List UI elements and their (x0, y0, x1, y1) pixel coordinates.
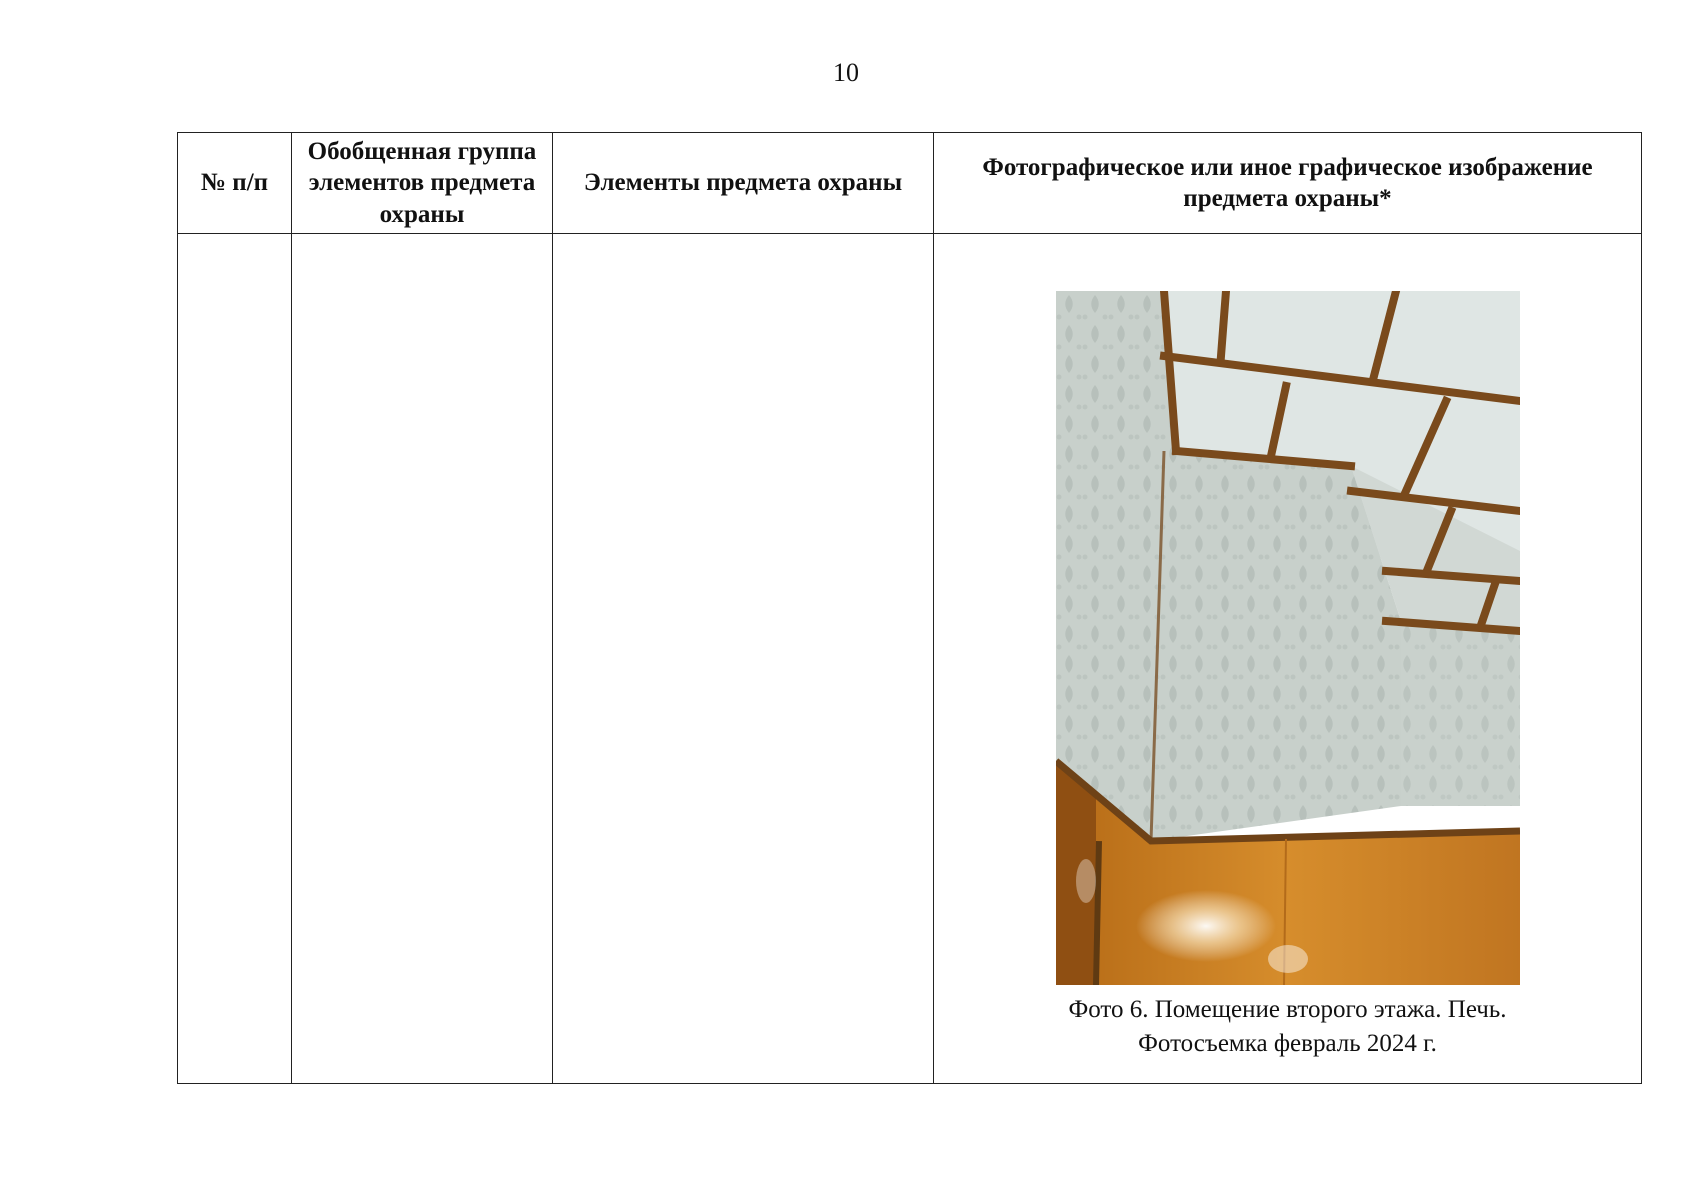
header-number: № п/п (178, 133, 292, 234)
table-row (178, 234, 1642, 1084)
cell-number (178, 234, 292, 1084)
photo-caption (934, 993, 1641, 1061)
caption-line-2: Фотосъемка февраль 2024 г. (1138, 1030, 1437, 1057)
protection-table (177, 132, 1642, 1084)
header-group: Обобщенная группа элементов предмета охраны (292, 133, 553, 234)
header-image: Фотографическое или иное графическое изображение предмета охраны* (934, 133, 1642, 234)
cell-image (934, 234, 1642, 1084)
caption-line-1: Фото 6. Помещение второго этажа. Печь. (1068, 996, 1507, 1024)
page-number: 10 (833, 58, 859, 87)
cell-elements (553, 234, 934, 1084)
header-elements: Элементы предмета охраны (553, 133, 934, 234)
room-photo (1056, 291, 1520, 985)
table-header-row (178, 133, 1642, 234)
cell-group (292, 234, 553, 1084)
